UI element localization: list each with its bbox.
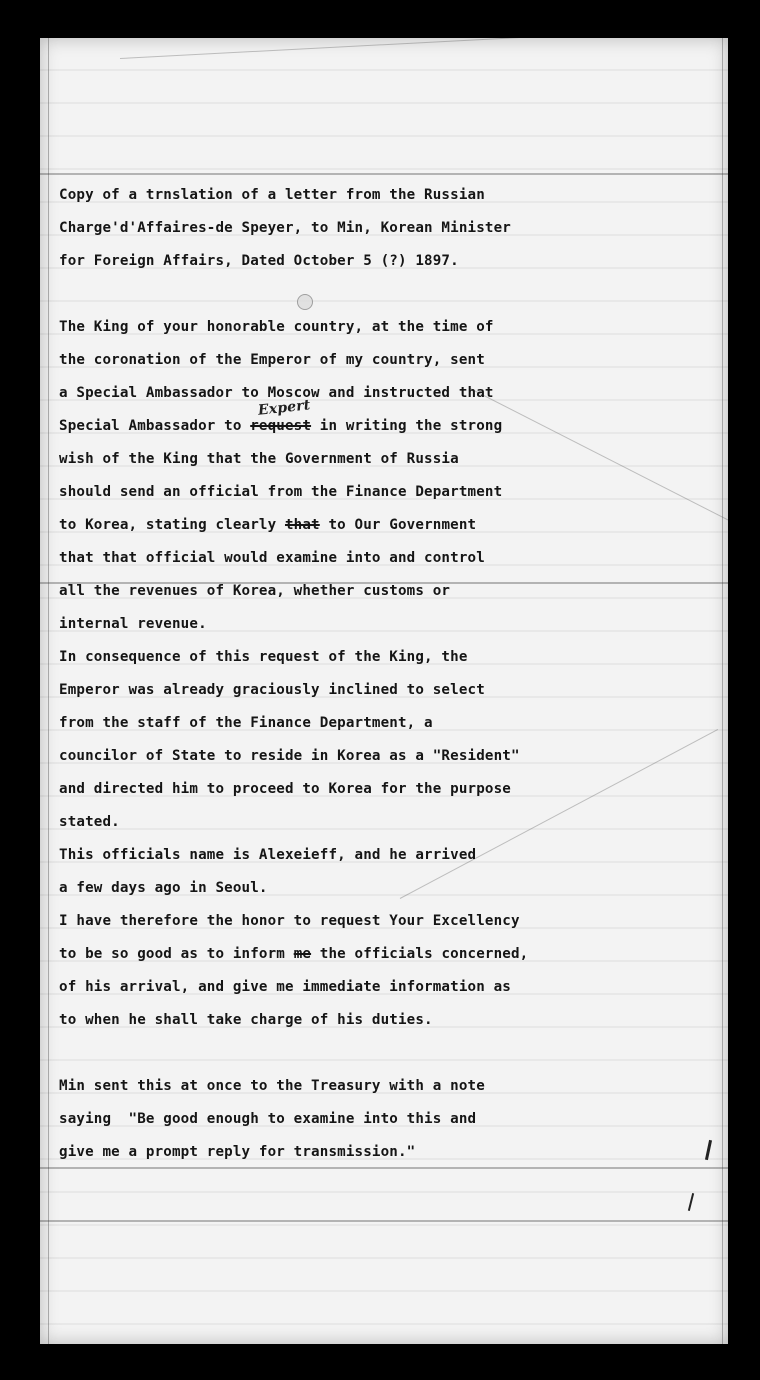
para1-line-3: a Special Ambassador to Moscow and instructed that <box>59 385 494 401</box>
para4-line-2 <box>59 938 699 971</box>
para4-line-3: of his arrival, and give me immediate information as <box>59 979 511 995</box>
paper-rule <box>40 1220 728 1222</box>
para2-line-1: In consequence of this request of the King, the <box>59 649 468 665</box>
correction <box>250 397 312 443</box>
para1-line-5: wish of the King that the Government of Russia <box>59 451 459 467</box>
note-line-1: Min sent this at once to the Treasury with a note <box>59 1078 485 1094</box>
para1-line-9: all the revenues of Korea, whether customs or <box>59 583 451 599</box>
paper-edge-line <box>48 38 49 1344</box>
heading-line-2: Charge'd'Affaires-de Speyer, to Min, Korean Minister <box>59 220 511 236</box>
struck-word: request <box>250 418 312 434</box>
note-line-2: saying "Be good enough to examine into this and <box>59 1111 477 1127</box>
handwritten-insertion: Expert <box>257 397 312 419</box>
para1-line-4-start: Special Ambassador to <box>59 418 251 434</box>
paper-rule <box>40 173 728 175</box>
note-line-3: give me a prompt reply for transmission." <box>59 1144 416 1160</box>
para2-line-3: from the staff of the Finance Department, a <box>59 715 433 731</box>
para4-line-1: I have therefore the honor to request Your Excellency <box>59 913 520 929</box>
para1-line-7-end: to Our Government <box>319 517 477 533</box>
para1-line-10: internal revenue. <box>59 616 207 632</box>
para3-line-2: a few days ago in Seoul. <box>59 880 268 896</box>
ink-mark <box>688 1193 694 1211</box>
para1-line-7-start: to Korea, stating clearly <box>59 517 285 533</box>
heading-line-3: for Foreign Affairs, Dated October 5 (?) 1897. <box>59 253 459 269</box>
para1-line-8: that that official would examine into and control <box>59 550 485 566</box>
paper-edge-line <box>722 38 723 1344</box>
para1-line-7 <box>59 509 699 542</box>
struck-word: me <box>293 946 312 962</box>
para1-line-4-end: in writing the strong <box>311 418 503 434</box>
ink-mark <box>705 1140 712 1160</box>
paper-crease <box>120 38 539 59</box>
para4-line-2-end: the officials concerned, <box>311 946 529 962</box>
para2-line-2: Emperor was already graciously inclined to select <box>59 682 485 698</box>
heading-line-1: Copy of a trnslation of a letter from the Russian <box>59 187 485 203</box>
para4-line-4: to when he shall take charge of his duties. <box>59 1012 433 1028</box>
para1-line-2: the coronation of the Emperor of my country, sent <box>59 352 485 368</box>
document-page <box>40 38 728 1344</box>
struck-word: that <box>284 517 320 533</box>
para1-line-4 <box>59 397 699 443</box>
para2-line-4: councilor of State to reside in Korea as a "Resident" <box>59 748 520 764</box>
para3-line-1: This officials name is Alexeieff, and he arrived <box>59 847 477 863</box>
para1-line-1: The King of your honorable country, at the time of <box>59 319 494 335</box>
para2-line-5: and directed him to proceed to Korea for the purpose <box>59 781 511 797</box>
para1-line-6: should send an official from the Finance Department <box>59 484 503 500</box>
para4-line-2-start: to be so good as to inform <box>59 946 294 962</box>
para2-line-6: stated. <box>59 814 120 830</box>
letter-text <box>59 179 699 1169</box>
